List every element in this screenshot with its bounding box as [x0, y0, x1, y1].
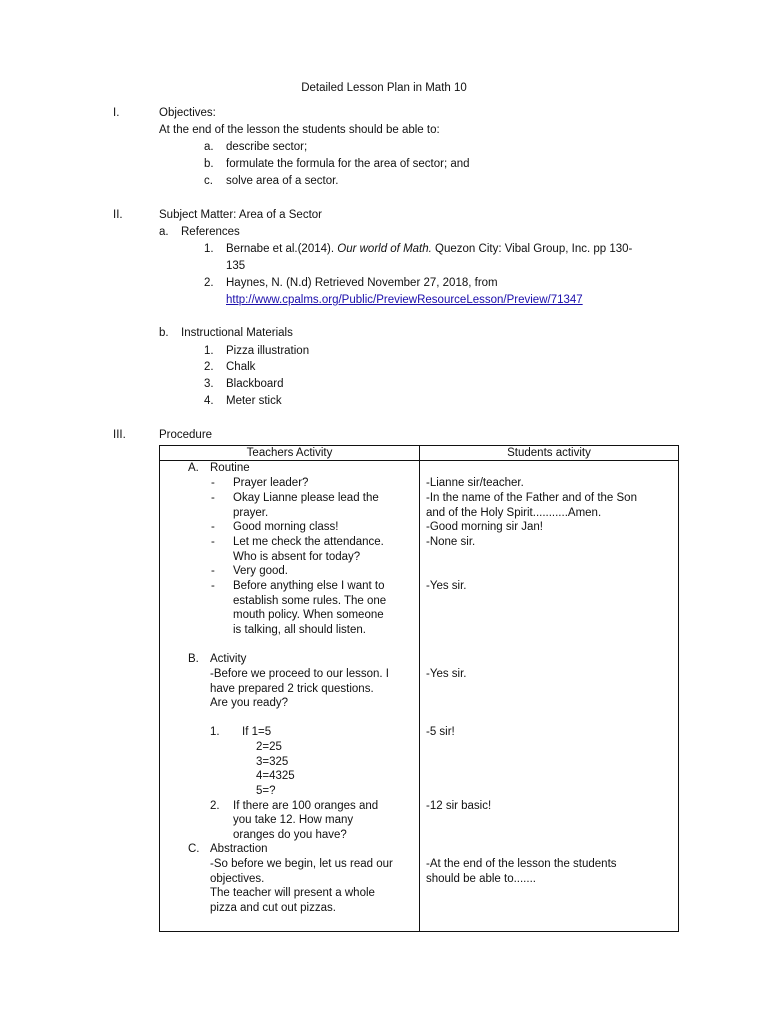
- teachers-activity-header: Teachers Activity: [160, 446, 420, 461]
- abstraction-line4: pizza and cut out pizzas.: [210, 902, 336, 914]
- routine-item-6-line4: is talking, all should listen.: [233, 624, 366, 636]
- objective-item-a: describe sector;: [226, 141, 308, 153]
- material-item-2: Chalk: [226, 361, 256, 373]
- objective-letter-b: b.: [204, 158, 214, 170]
- activity-letter: B.: [188, 653, 199, 665]
- student-response-4: -None sir.: [426, 536, 476, 548]
- routine-item-4-line2: Who is absent for today?: [233, 551, 361, 563]
- question-1-line2: 2=25: [256, 741, 282, 753]
- objective-letter-c: c.: [204, 175, 213, 187]
- material-item-3: Blackboard: [226, 378, 284, 390]
- activity-heading: Activity: [210, 653, 247, 665]
- reference-num-2: 2.: [204, 277, 214, 289]
- reference-2-line1: Haynes, N. (N.d) Retrieved November 27, 2018, from: [226, 277, 498, 289]
- student-response-3: -Good morning sir Jan!: [426, 521, 543, 533]
- students-activity-header: Students activity: [420, 446, 679, 461]
- question-2-line1: If there are 100 oranges and: [233, 800, 379, 812]
- activity-intro-line1: -Before we proceed to our lesson. I: [210, 668, 389, 680]
- routine-item-6-line2: establish some rules. The one: [233, 595, 387, 607]
- routine-item-1: Prayer leader?: [233, 477, 309, 489]
- routine-item-6-line3: mouth policy. When someone: [233, 609, 384, 621]
- objective-letter-a: a.: [204, 141, 214, 153]
- student-response-7: -5 sir!: [426, 726, 455, 738]
- student-response-6: -Yes sir.: [426, 668, 467, 680]
- objectives-intro: At the end of the lesson the students should be able to:: [159, 124, 440, 136]
- student-response-9-line2: should be able to.......: [426, 873, 536, 885]
- material-num-4: 4.: [204, 395, 214, 407]
- routine-dash-1: -: [211, 477, 215, 489]
- abstraction-letter: C.: [188, 843, 200, 855]
- activity-intro-line3: Are you ready?: [210, 697, 288, 709]
- question-2-line3: oranges do you have?: [233, 829, 347, 841]
- reference-1-line1: [226, 241, 632, 258]
- subject-matter-numeral: II.: [113, 209, 123, 221]
- student-activity-cell: [420, 461, 679, 932]
- student-response-5: -Yes sir.: [426, 580, 467, 592]
- question-1-line4: 4=4325: [256, 770, 295, 782]
- objective-item-c: solve area of a sector.: [226, 175, 339, 187]
- reference-1-book-title: Our world of Math.: [337, 243, 432, 255]
- student-response-2-line1: -In the name of the Father and of the Son: [426, 492, 637, 504]
- reference-1-publisher: Quezon City: Vibal Group, Inc. pp 130-: [431, 243, 633, 255]
- routine-item-6-line1: Before anything else I want to: [233, 580, 385, 592]
- materials-heading: Instructional Materials: [181, 327, 293, 339]
- material-num-3: 3.: [204, 378, 214, 390]
- procedure-heading: Procedure: [159, 429, 213, 441]
- reference-1-line2: 135: [226, 260, 246, 272]
- materials-letter: b.: [159, 327, 169, 339]
- routine-dash-2: -: [211, 492, 215, 504]
- procedure-numeral: III.: [113, 429, 126, 441]
- references-letter: a.: [159, 226, 169, 238]
- routine-item-4-line1: Let me check the attendance.: [233, 536, 384, 548]
- reference-num-1: 1.: [204, 243, 214, 255]
- routine-heading: Routine: [210, 462, 250, 474]
- abstraction-line1: -So before we begin, let us read our: [210, 858, 393, 870]
- routine-letter: A.: [188, 462, 199, 474]
- student-response-2-line2: and of the Holy Spirit...........Amen.: [426, 507, 602, 519]
- student-response-1: -Lianne sir/teacher.: [426, 477, 524, 489]
- references-heading: References: [181, 226, 240, 238]
- subject-matter-heading: Subject Matter: Area of a Sector: [159, 209, 322, 221]
- material-item-4: Meter stick: [226, 395, 282, 407]
- material-num-1: 1.: [204, 345, 214, 357]
- routine-item-3: Good morning class!: [233, 521, 339, 533]
- question-1-line5: 5=?: [256, 785, 276, 797]
- student-response-8: -12 sir basic!: [426, 800, 492, 812]
- question-2-line2: you take 12. How many: [233, 814, 354, 826]
- objectives-numeral: I.: [113, 107, 120, 119]
- objectives-heading: Objectives:: [159, 107, 216, 119]
- abstraction-line3: The teacher will present a whole: [210, 887, 375, 899]
- material-num-2: 2.: [204, 361, 214, 373]
- reference-1-authors: Bernabe et al.(2014).: [226, 243, 338, 255]
- question-2-num: 2.: [210, 800, 220, 812]
- routine-item-5: Very good.: [233, 565, 288, 577]
- material-item-1: Pizza illustration: [226, 345, 310, 357]
- student-response-9-line1: -At the end of the lesson the students: [426, 858, 617, 870]
- routine-item-2-line2: prayer.: [233, 507, 269, 519]
- procedure-table: [159, 445, 679, 932]
- question-1-num: 1.: [210, 726, 220, 738]
- objective-item-b: formulate the formula for the area of sector; and: [226, 158, 470, 170]
- routine-dash-5: -: [211, 565, 215, 577]
- question-1-line3: 3=325: [256, 756, 289, 768]
- routine-dash-3: -: [211, 521, 215, 533]
- activity-intro-line2: have prepared 2 trick questions.: [210, 683, 374, 695]
- teacher-activity-cell: [160, 461, 420, 932]
- question-1-line1: If 1=5: [242, 726, 272, 738]
- reference-2-link[interactable]: http://www.cpalms.org/Public/PreviewResourceLesson/Preview/71347: [226, 294, 583, 306]
- abstraction-line2: objectives.: [210, 873, 265, 885]
- abstraction-heading: Abstraction: [210, 843, 268, 855]
- routine-dash-4: -: [211, 536, 215, 548]
- document-title: Detailed Lesson Plan in Math 10: [301, 82, 467, 94]
- routine-dash-6: -: [211, 580, 215, 592]
- routine-item-2-line1: Okay Lianne please lead the: [233, 492, 379, 504]
